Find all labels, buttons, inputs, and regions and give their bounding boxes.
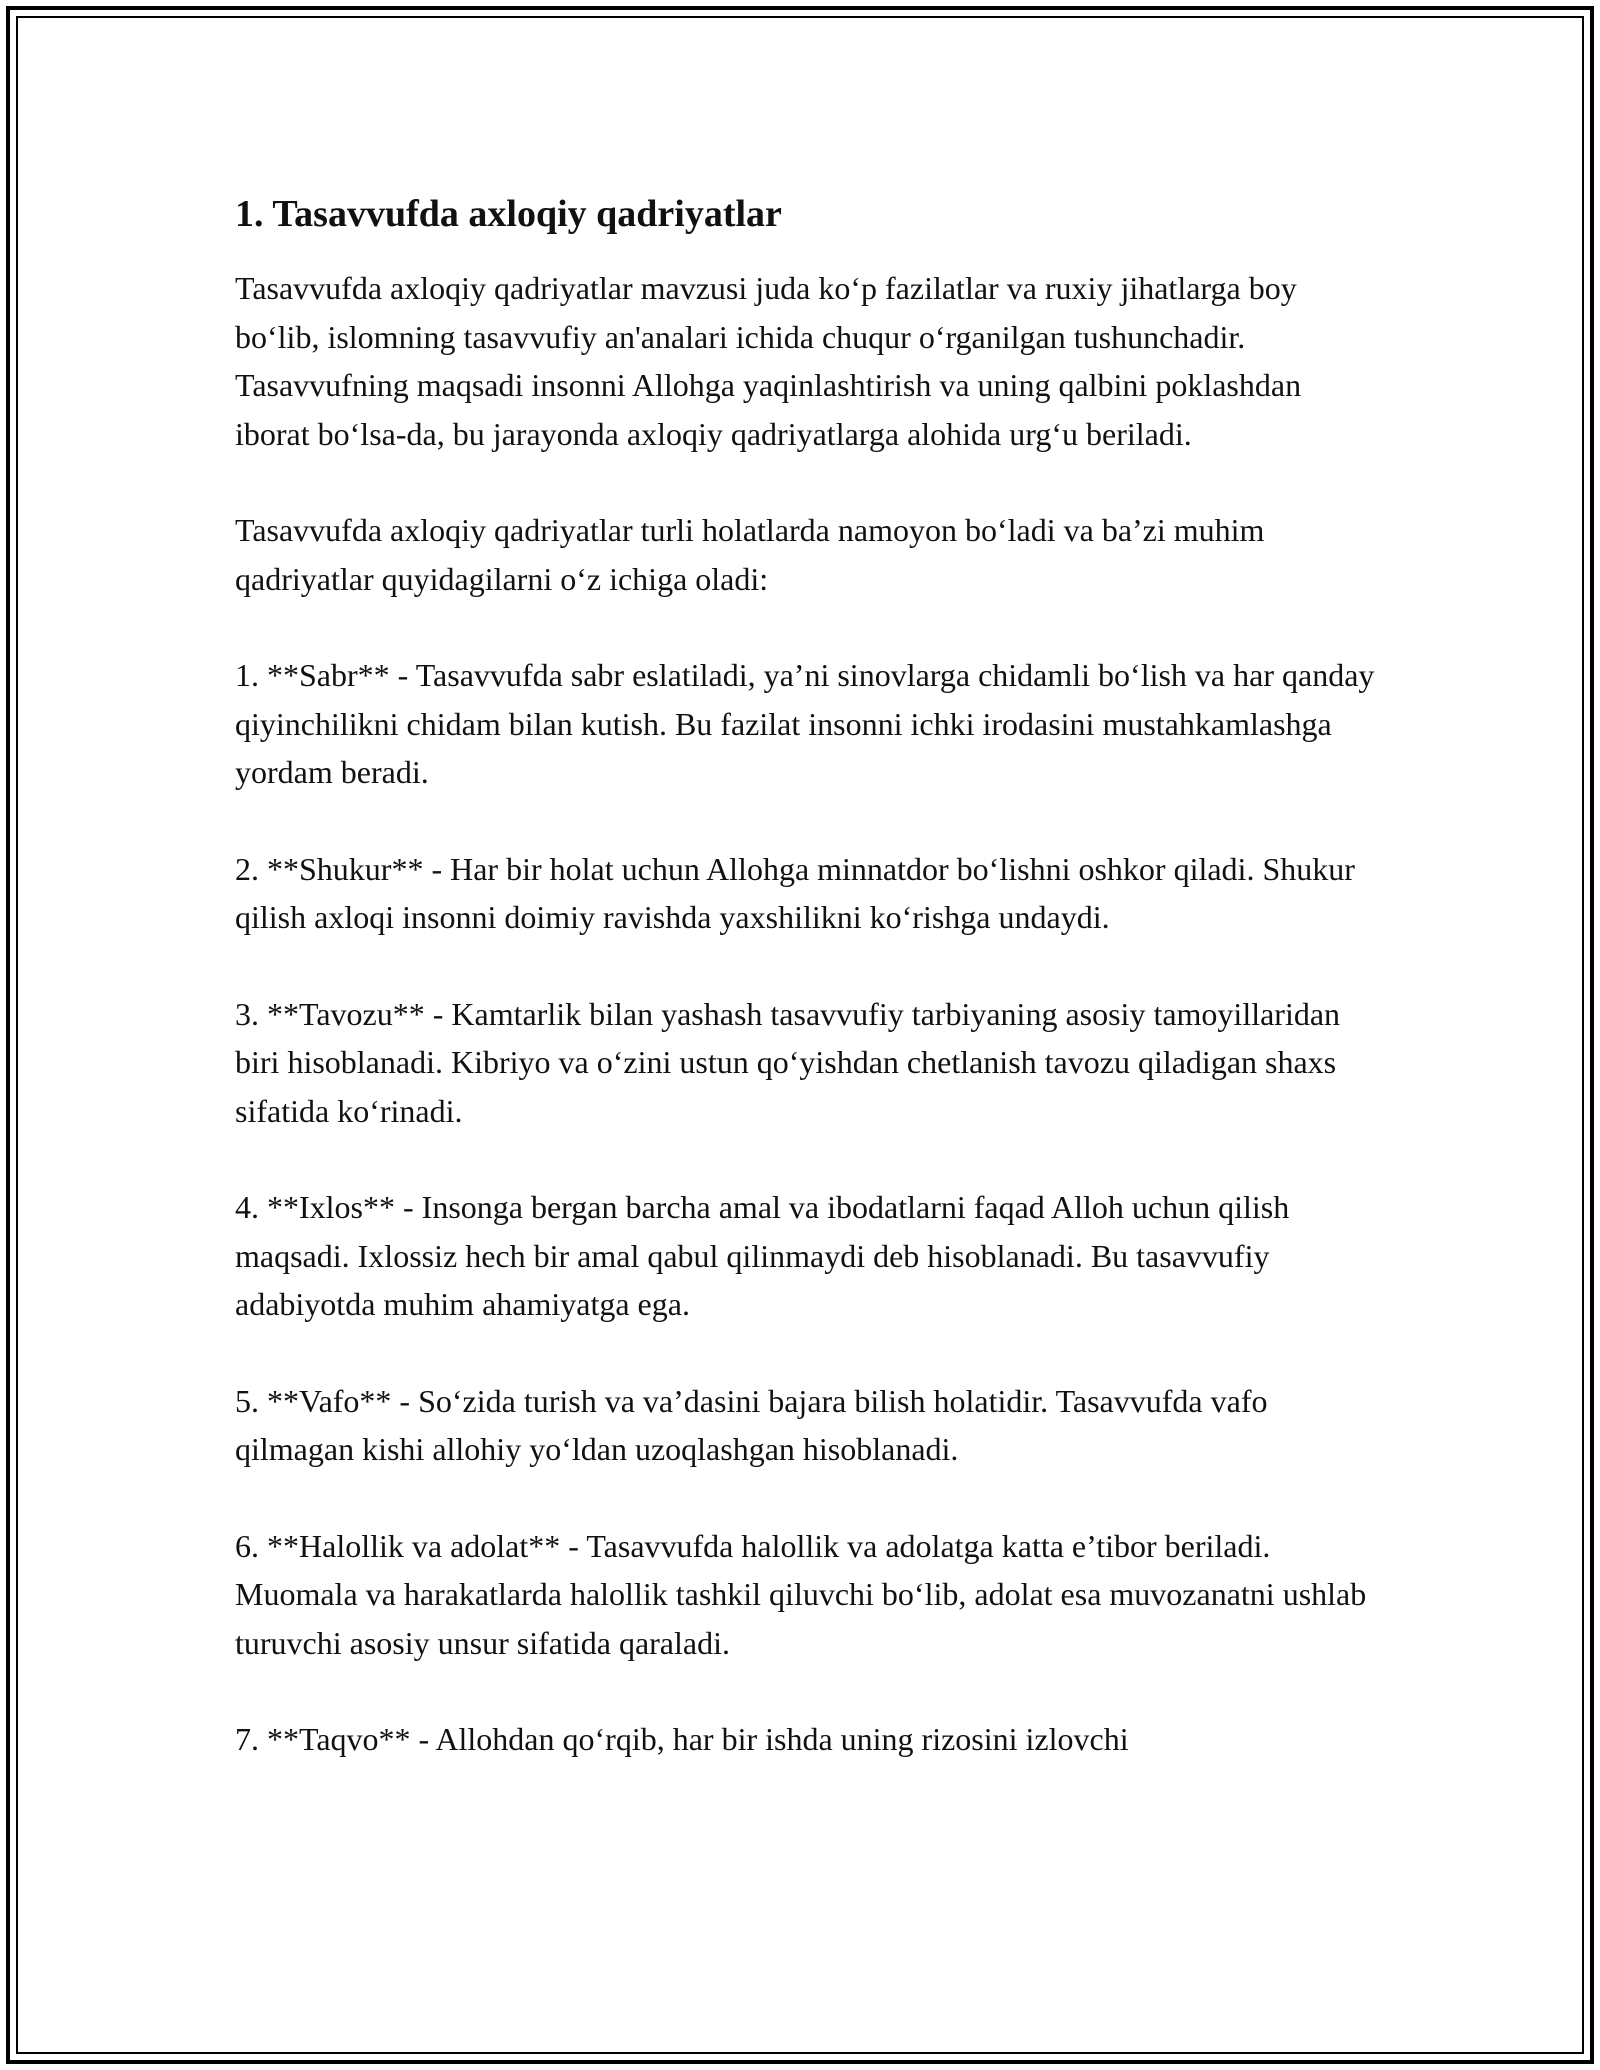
list-item-taqvo: 7. **Taqvo** - Allohdan qo‘rqib, har bir ishda uning rizosini izlovchi xyxy=(235,1721,1129,1757)
document-body xyxy=(235,190,1375,1764)
list-item-tavozu: 3. **Tavozu** - Kamtarlik bilan yashash tasavvufiy tarbiyaning asosiy tamoyillaridan biri hisoblanadi. Kibriyo va o‘zini ustun qo‘yishdan chetlanish tavozu qiladigan shaxs sifatida ko‘rinadi. xyxy=(235,995,1341,1129)
list-item-vafo: 5. **Vafo** - So‘zida turish va va’dasini bajara bilish holatidir. Tasavvufda vafo qilmagan kishi allohiy yo‘ldan uzoqlashgan hisoblanadi. xyxy=(235,1382,1268,1467)
list-item-ixlos: 4. **Ixlos** - Insonga bergan barcha amal va ibodatlarni faqad Alloh uchun qilish maqsadi. Ixlossiz hech bir amal qabul qilinmaydi deb hisoblanadi. Bu tasavvufiy adabiyotda muhim ahamiyatga ega. xyxy=(235,1189,1290,1322)
list-item-halollik: 6. **Halollik va adolat** - Tasavvufda halollik va adolatga katta e’tibor beriladi. Muomala va harakatlarda halollik tashkil qiluvchi bo‘lib, adolat esa muvozanatni ushlab turuvchi asosiy unsur sifatida qaraladi. xyxy=(235,1527,1367,1661)
list-item-sabr: 1. **Sabr** - Tasavvufda sabr eslatiladi, ya’ni sinovlarga chidamli bo‘lish va har qanday qiyinchilikni chidam bilan kutish. Bu fazilat insonni ichki irodasini mustahkamlashga yordam beradi. xyxy=(235,657,1375,790)
section-heading: 1. Tasavvufda axloqiy qadriyatlar xyxy=(235,193,782,235)
list-item-shukur: 2. **Shukur** - Har bir holat uchun Allohga minnatdor bo‘lishni oshkor qiladi. Shukur qilish axloqi insonni doimiy ravishda yaxshilikni ko‘rishga undaydi. xyxy=(235,850,1355,935)
list-intro-paragraph: Tasavvufda axloqiy qadriyatlar turli holatlarda namoyon bo‘ladi va ba’zi muhim qadriyatlar quyidagilarni o‘z ichiga oladi: xyxy=(235,512,1265,597)
intro-paragraph: Tasavvufda axloqiy qadriyatlar mavzusi juda ko‘p fazilatlar va ruxiy jihatlarga boy bo‘lib, islomning tasavvufiy an'analari ichida chuqur o‘rganilgan tushunchadir. Tasavvufning maqsadi insonni Allohga yaqinlashtirish va uning qalbini poklashdan iborat bo‘lsa-da, bu jarayonda axloqiy qadriyatlarga alohida urg‘u beriladi. xyxy=(235,270,1302,452)
